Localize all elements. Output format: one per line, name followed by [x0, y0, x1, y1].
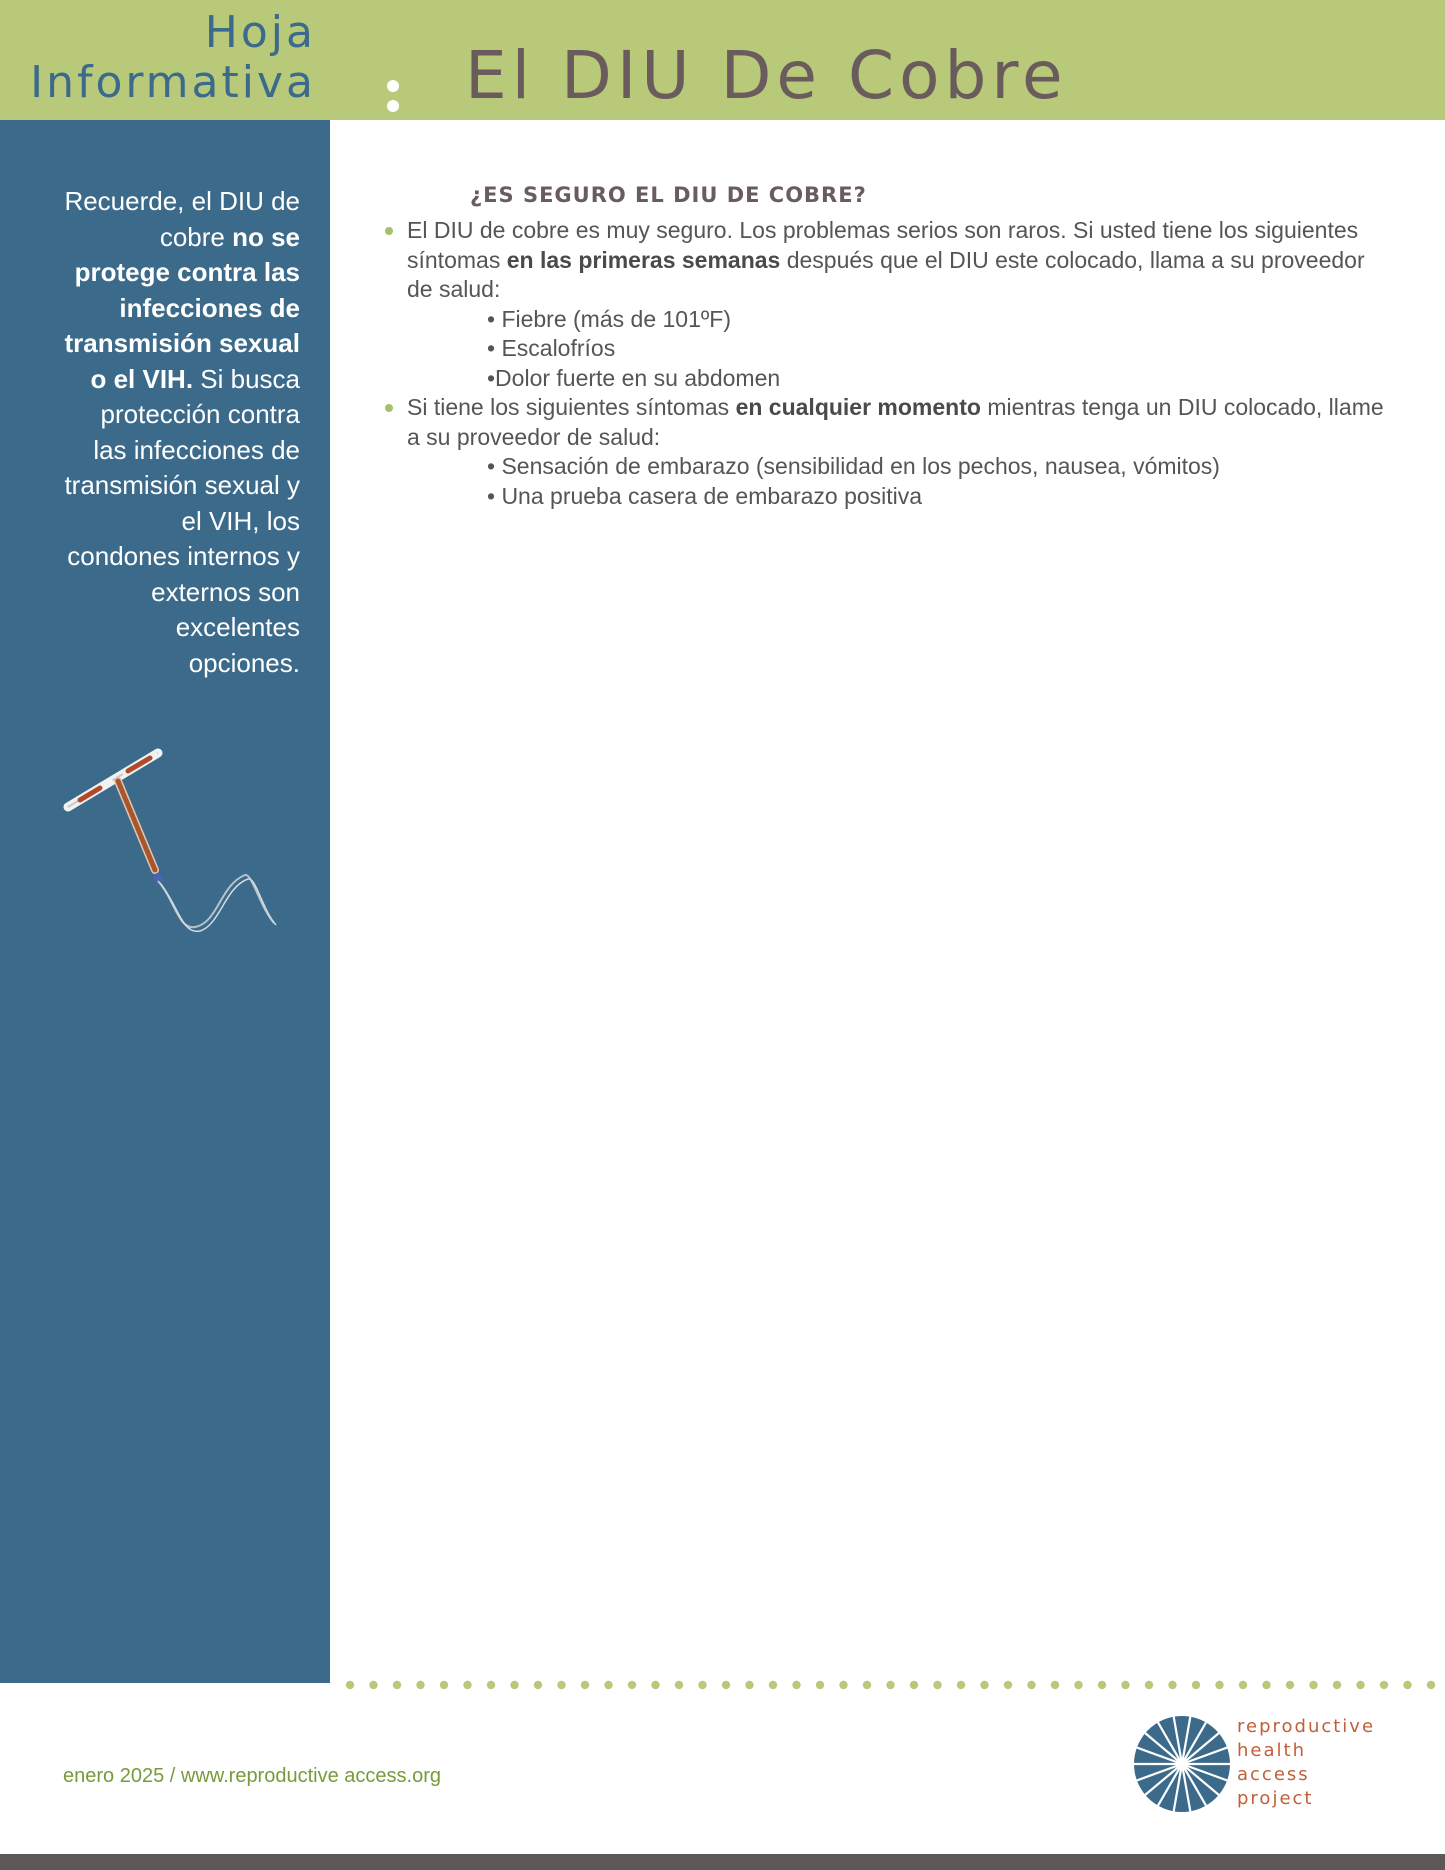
header-band — [0, 0, 1445, 120]
sunburst-logo-icon — [1132, 1714, 1232, 1814]
bullet-text: Si tiene los siguientes síntomas — [407, 394, 736, 420]
organization-name — [1237, 1715, 1375, 1811]
bullet-emphasis: en las primeras semanas — [506, 246, 781, 273]
footer-date-url: enero 2025 / www.reproductive access.org — [63, 1765, 441, 1787]
sidebar-note — [64, 184, 300, 681]
bullet-text: después que el DIU este colocado, llama a su proveedor de salud: — [407, 246, 1365, 302]
symptom-item: • Fiebre (más de 101ºF) — [487, 305, 731, 332]
section-heading: ¿ES SEGURO EL DIU DE COBRE? — [470, 183, 867, 207]
bullet-text: El DIU de cobre es muy seguro. Los problemas serios son raros. Si usted tiene los siguientes síntomas — [407, 217, 1359, 273]
symptom-item: • Sensación de embarazo (sensibilidad en los pechos, nausea, vómitos) — [487, 453, 1220, 479]
symptom-item: • Una prueba casera de embarazo positiva — [487, 482, 923, 509]
org-name-line-3: access — [1237, 1764, 1310, 1785]
kicker-line-1: Hoja — [204, 7, 316, 58]
symptom-item: • Escalofríos — [487, 335, 616, 361]
copper-iud-illustration — [60, 625, 310, 945]
dotted-divider — [345, 1680, 1445, 1690]
sidebar-note-part1: Recuerde, el DIU de cobre — [64, 186, 300, 252]
kicker-line-2: Informativa — [30, 57, 316, 108]
bullet-item — [385, 216, 1385, 305]
page-title: El DIU De Cobre — [465, 37, 1068, 114]
org-name-line-1: reproductive — [1237, 1716, 1376, 1737]
bullet-emphasis: en cualquier momento — [735, 394, 981, 420]
colon-separator — [384, 80, 402, 120]
sidebar-note-bold: no se protege contra las infecciones de transmisión sexual o el VIH. — [64, 221, 300, 394]
org-name-line-4: project — [1237, 1788, 1314, 1809]
symptom-item: •Dolor fuerte en su abdomen — [487, 364, 781, 391]
org-name-line-2: health — [1237, 1740, 1306, 1761]
bottom-bar — [0, 1854, 1445, 1870]
bullet-dot-icon — [385, 404, 393, 412]
document-type-label — [20, 8, 316, 108]
bullet-item — [385, 393, 1385, 452]
bullet-dot-icon — [385, 227, 393, 235]
bullet-text: mientras tenga un DIU colocado, llame a su proveedor de salud: — [407, 394, 1384, 450]
sidebar-note-part2: Si busca protección contra las infecciones de transmisión sexual y el VIH, los condones internos y externos son excelentes opciones. — [64, 363, 300, 678]
main-content — [385, 180, 1385, 511]
